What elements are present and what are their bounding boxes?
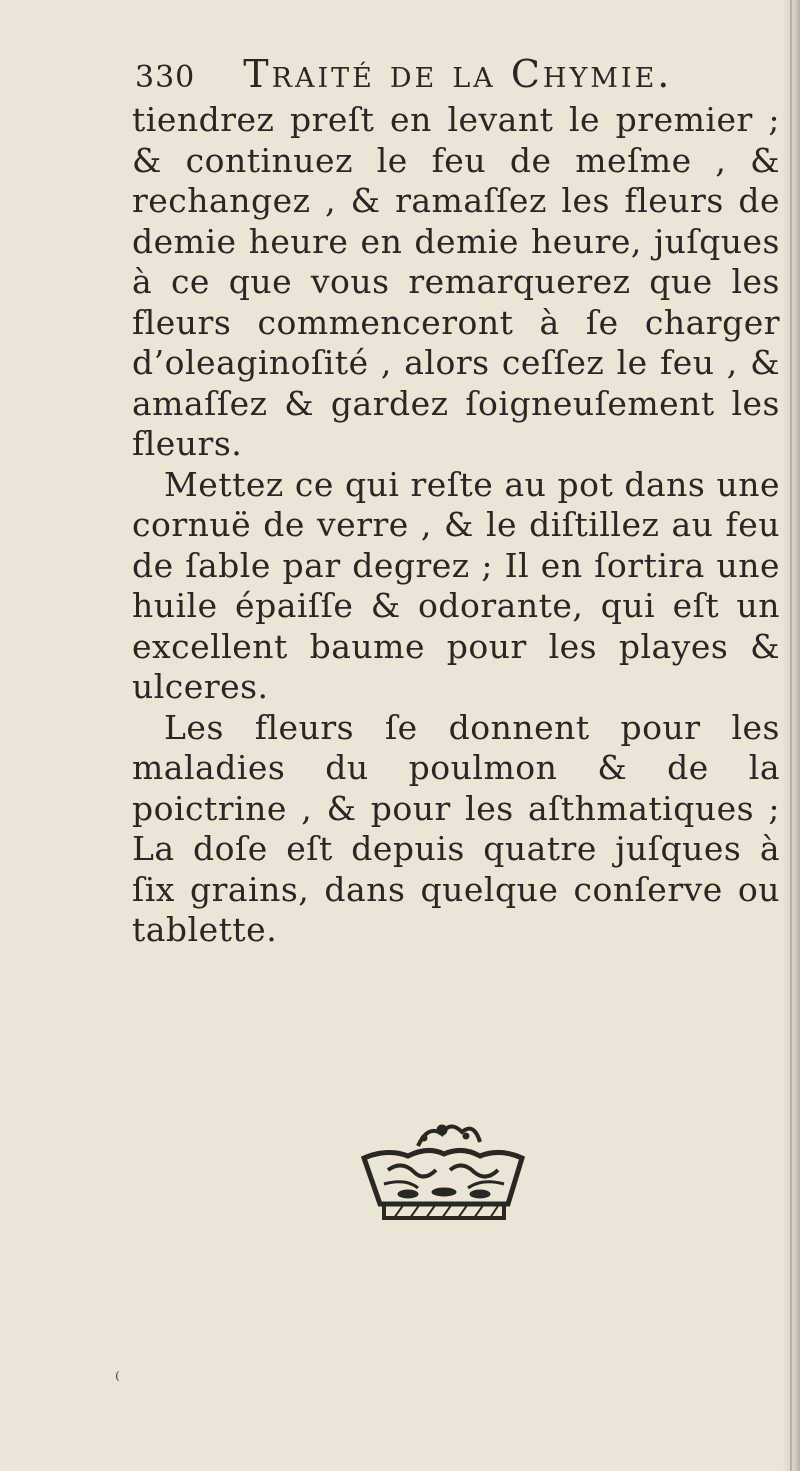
running-title: Traité de la Chymie. xyxy=(243,52,673,96)
stray-ink-mark: ⁽ xyxy=(115,1367,120,1391)
page-edge-line xyxy=(790,0,792,1471)
paragraph-dosage: Les fleurs ſe donnent pour les maladies du poulmon & de la poictrine , & pour les aſthmatiques ; La doſe eſt depuis quatre juſques à ſix grains, dans quelque conſerve ou tablette. xyxy=(132,707,780,949)
crown-fleuron-icon xyxy=(358,1118,528,1226)
page-header xyxy=(135,52,775,102)
page-number: 330 xyxy=(135,60,196,95)
paragraph-continuation: tiendrez preſt en levant le premier ; & continuez le feu de meſme , & rechangez , & ramaſſez les fleurs de demie heure en demie heure, juſques à ce que vous remarquerez que les fleurs commenceront à ſe charger d’oleaginoſité , alors ceſſez le feu , & amaſſez & gardez ſoigneuſement les fleurs. xyxy=(132,100,780,463)
paragraph-distillation: Mettez ce qui reſte au pot dans une cornuë de verre , & le diſtillez au feu de ſable par degrez ; Il en ſortira une huile épaiſſe & odorante, qui eſt un excellent baume pour les playes & ulceres. xyxy=(132,464,780,706)
body-text xyxy=(132,100,780,951)
